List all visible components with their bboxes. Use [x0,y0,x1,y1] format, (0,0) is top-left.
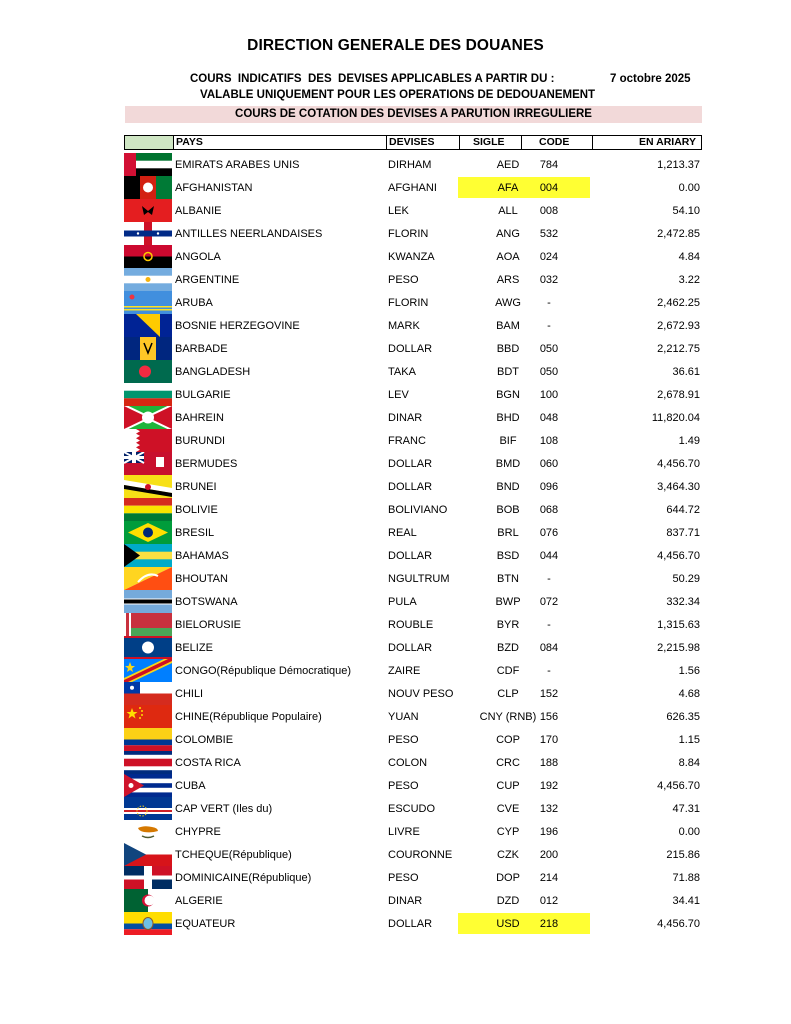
currency-name: PULA [388,596,417,608]
table-row [124,314,702,337]
aruba-flag-icon [124,291,172,314]
currency-symbol: CVE [496,803,520,815]
table-row [124,475,702,498]
china-flag-icon [124,705,172,728]
currency-name: DINAR [388,895,423,907]
currency-name: KWANZA [388,251,435,263]
country-name: BERMUDES [175,458,238,470]
currency-code: 024 [539,251,559,263]
cuba-flag-icon [124,774,172,797]
currency-symbol: BOB [496,504,520,516]
currency-symbol: ALL [498,205,518,217]
col-divider [459,136,460,149]
currency-symbol: BRL [497,527,519,539]
ariary-rate: 71.88 [672,872,700,884]
country-name: CUBA [175,780,206,792]
ariary-rate: 4,456.70 [657,550,700,562]
table-row [124,751,702,774]
currency-symbol: BGN [496,389,520,401]
currency-symbol: CUP [496,780,520,792]
colombia-flag-icon [124,728,172,751]
ariary-rate: 0.00 [678,826,700,838]
burundi-flag-icon [124,406,172,429]
currency-name: LEV [388,389,409,401]
ariary-rate: 36.61 [672,366,700,378]
cyprus-flag-icon [124,820,172,843]
table-row [124,291,702,314]
cape-verde-flag-icon [124,797,172,820]
belarus-flag-icon [124,613,172,636]
table-row [124,429,702,452]
col-pays: PAYS [176,136,203,148]
brunei-flag-icon [124,475,172,498]
currency-name: DOLLAR [388,343,433,355]
currency-symbol: BWP [495,596,521,608]
currency-code: 096 [539,481,559,493]
currency-code: 192 [539,780,559,792]
table-row [124,659,702,682]
currency-symbol: AFA [497,182,519,194]
country-name: COSTA RICA [175,757,241,769]
country-name: BHOUTAN [175,573,228,585]
currency-name: BOLIVIANO [388,504,448,516]
currency-name: DOLLAR [388,481,433,493]
country-name: AFGHANISTAN [175,182,253,194]
country-name: BELIZE [175,642,213,654]
table-row [124,452,702,475]
currency-symbol: BBD [496,343,520,355]
czech-flag-icon [124,843,172,866]
currency-code: 044 [539,550,559,562]
currency-code: - [547,619,551,631]
currency-code: 108 [539,435,559,447]
currency-code: 188 [539,757,559,769]
currency-symbol: AED [496,159,520,171]
table-row [124,498,702,521]
table-row [124,176,702,199]
col-divider [521,136,522,149]
country-name: CHILI [175,688,204,700]
ariary-rate: 0.00 [678,182,700,194]
currency-code: 060 [539,458,559,470]
currency-code: 196 [539,826,559,838]
currency-code: - [547,297,551,309]
ariary-rate: 3.22 [678,274,700,286]
table-row [124,521,702,544]
currency-code: 784 [539,159,559,171]
currency-code: 132 [539,803,559,815]
country-name: BOSNIE HERZEGOVINE [175,320,300,332]
country-name: BULGARIE [175,389,231,401]
country-name: BANGLADESH [175,366,251,378]
country-name: CAP VERT (Iles du) [175,803,273,815]
currency-code: 532 [539,228,559,240]
table-row [124,406,702,429]
bahamas-flag-icon [124,544,172,567]
ariary-rate: 8.84 [678,757,700,769]
country-name: CHYPRE [175,826,221,838]
country-name: BURUNDI [175,435,226,447]
table-row [124,199,702,222]
algeria-flag-icon [124,889,172,912]
currency-name: NGULTRUM [388,573,450,585]
currency-symbol: COP [496,734,520,746]
currency-name: FLORIN [388,228,429,240]
ariary-rate: 11,820.04 [651,412,700,424]
page-title: DIRECTION GENERALE DES DOUANES [247,37,544,54]
currency-symbol: BZD [497,642,519,654]
currency-symbol: BDT [497,366,519,378]
bhutan-flag-icon [124,567,172,590]
currency-symbol: CRC [496,757,520,769]
ariary-rate: 1.49 [678,435,700,447]
currency-name: MARK [388,320,420,332]
currency-symbol: BMD [495,458,521,470]
currency-symbol: DZD [496,895,520,907]
currency-name: ROUBLE [388,619,434,631]
currency-code: 084 [539,642,559,654]
ariary-rate: 1.15 [678,734,700,746]
currency-name: ESCUDO [388,803,436,815]
ariary-rate: 1,315.63 [657,619,700,631]
currency-symbol: BHD [496,412,520,424]
currency-name: PESO [388,274,419,286]
country-name: BAHAMAS [175,550,229,562]
table-row [124,797,702,820]
country-name: CONGO(République Démocratique) [175,665,352,677]
currency-code: 214 [539,872,559,884]
subtitle-validity: VALABLE UNIQUEMENT POUR LES OPERATIONS DE DEDOUANEMENT [200,89,596,101]
ariary-rate: 4,456.70 [657,918,700,930]
barbados-flag-icon [124,337,172,360]
currency-symbol: BTN [497,573,519,585]
currency-name: DINAR [388,412,423,424]
country-name: BAHREIN [175,412,224,424]
country-name: BRUNEI [175,481,217,493]
currency-symbol: CNY (RNB) [479,711,537,723]
afghanistan-flag-icon [124,176,172,199]
table-row [124,383,702,406]
currency-code: 050 [539,343,559,355]
currency-name: YUAN [388,711,419,723]
bolivia-flag-icon [124,498,172,521]
country-name: BRESIL [175,527,215,539]
country-name: CHINE(République Populaire) [175,711,322,723]
currency-symbol: CYP [496,826,520,838]
currency-name: DOLLAR [388,642,433,654]
table-row [124,820,702,843]
table-row [124,590,702,613]
currency-code: 008 [539,205,559,217]
currency-name: REAL [388,527,417,539]
currency-symbol: AWG [495,297,521,309]
table-header [124,135,702,150]
ariary-rate: 54.10 [672,205,700,217]
currency-symbol: BND [496,481,520,493]
table-row [124,613,702,636]
country-name: ARGENTINE [175,274,240,286]
country-name: EMIRATS ARABES UNIS [175,159,300,171]
currency-name: TAKA [388,366,416,378]
ariary-rate: 2,215.98 [657,642,700,654]
table-row [124,544,702,567]
currency-symbol: BAM [496,320,520,332]
country-name: BARBADE [175,343,228,355]
table-row [124,360,702,383]
angola-flag-icon [124,245,172,268]
ariary-rate: 4,456.70 [657,780,700,792]
ariary-rate: 2,672.93 [657,320,700,332]
subtitle-applicable: COURS INDICATIFS DES DEVISES APPLICABLES A PARTIR DU : [190,73,555,85]
country-name: COLOMBIE [175,734,234,746]
country-name: ANGOLA [175,251,221,263]
currency-code: 004 [539,182,559,194]
currency-name: PESO [388,780,419,792]
drc-flag-icon [124,659,172,682]
bulgaria-flag-icon [124,383,172,406]
table-row [124,866,702,889]
currency-name: AFGHANI [388,182,437,194]
bangladesh-flag-icon [124,360,172,383]
ecuador-flag-icon [124,912,172,935]
ariary-rate: 4,456.70 [657,458,700,470]
currency-name: COURONNE [388,849,453,861]
currency-code: - [547,665,551,677]
currency-code: 218 [539,918,559,930]
header-flag-cell [125,136,174,149]
country-name: ARUBA [175,297,213,309]
currency-name: DIRHAM [388,159,432,171]
table-row [124,222,702,245]
currency-symbol: DOP [496,872,520,884]
ariary-rate: 3,464.30 [657,481,700,493]
currency-code: - [547,320,551,332]
table-row [124,153,702,176]
currency-code: 152 [539,688,559,700]
ariary-rate: 1.56 [678,665,700,677]
uae-flag-icon [124,153,172,176]
country-name: ANTILLES NEERLANDAISES [175,228,323,240]
table-row [124,337,702,360]
country-name: BOTSWANA [175,596,238,608]
currency-name: COLON [388,757,428,769]
currency-name: LIVRE [388,826,420,838]
currency-symbol: CLP [497,688,519,700]
currency-name: PESO [388,872,419,884]
ariary-rate: 50.29 [672,573,700,585]
country-name: BOLIVIE [175,504,218,516]
country-name: BIELORUSIE [175,619,242,631]
currency-symbol: USD [496,918,520,930]
col-code: CODE [539,136,570,148]
ariary-rate: 4.84 [678,251,700,263]
currency-code: 156 [539,711,559,723]
col-devises: DEVISES [389,136,435,148]
col-sigle: SIGLE [473,136,505,148]
country-name: TCHEQUE(République) [175,849,292,861]
col-divider [386,136,387,149]
currency-symbol: BYR [496,619,520,631]
col-divider [592,136,593,149]
currency-code: 068 [539,504,559,516]
col-ariary: EN ARIARY [639,136,696,148]
country-name: DOMINICAINE(République) [175,872,312,884]
bermuda-flag-icon [124,452,172,475]
table-row [124,889,702,912]
brazil-flag-icon [124,521,172,544]
currency-code: 072 [539,596,559,608]
argentina-flag-icon [124,268,172,291]
currency-name: FRANC [388,435,426,447]
currency-symbol: CZK [497,849,519,861]
currency-name: PESO [388,734,419,746]
bahrain-flag-icon [124,429,172,452]
belize-flag-icon [124,636,172,659]
ariary-rate: 332.34 [666,596,700,608]
currency-symbol: BIF [499,435,517,447]
table-row [124,912,702,935]
ariary-rate: 644.72 [666,504,700,516]
ariary-rate: 2,472.85 [657,228,700,240]
country-name: EQUATEUR [175,918,236,930]
currency-code: 100 [539,389,559,401]
table-row [124,636,702,659]
currency-code: - [547,573,551,585]
netherlands-antilles-flag-icon [124,222,172,245]
currency-name: DOLLAR [388,918,433,930]
ariary-rate: 4.68 [678,688,700,700]
table-row [124,682,702,705]
albania-flag-icon [124,199,172,222]
ariary-rate: 34.41 [672,895,700,907]
table-row [124,843,702,866]
currency-symbol: ARS [496,274,520,286]
currency-name: FLORIN [388,297,429,309]
ariary-rate: 47.31 [672,803,700,815]
table-row [124,705,702,728]
table-row [124,268,702,291]
currency-code: 048 [539,412,559,424]
currency-name: DOLLAR [388,458,433,470]
currency-symbol: AOA [496,251,520,263]
table-row [124,774,702,797]
section-band: COURS DE COTATION DES DEVISES A PARUTION IRREGULIERE [125,106,702,123]
ariary-rate: 2,212.75 [657,343,700,355]
dominican-flag-icon [124,866,172,889]
currency-name: NOUV PESO [388,688,454,700]
ariary-rate: 2,462.25 [657,297,700,309]
currency-name: LEK [388,205,409,217]
currency-code: 076 [539,527,559,539]
currency-code: 012 [539,895,559,907]
ariary-rate: 1,213.37 [657,159,700,171]
rate-date: 7 octobre 2025 [610,73,691,85]
currency-name: ZAIRE [388,665,421,677]
table-row [124,245,702,268]
ariary-rate: 2,678.91 [657,389,700,401]
table-row [124,567,702,590]
currency-symbol: BSD [496,550,520,562]
bosnia-flag-icon [124,314,172,337]
ariary-rate: 626.35 [666,711,700,723]
currency-symbol: ANG [496,228,520,240]
currency-symbol: CDF [496,665,520,677]
currency-code: 170 [539,734,559,746]
currency-name: DOLLAR [388,550,433,562]
botswana-flag-icon [124,590,172,613]
table-row [124,728,702,751]
currency-code: 050 [539,366,559,378]
ariary-rate: 837.71 [666,527,700,539]
currency-code: 200 [539,849,559,861]
costa-rica-flag-icon [124,751,172,774]
currency-code: 032 [539,274,559,286]
country-name: ALBANIE [175,205,222,217]
chile-flag-icon [124,682,172,705]
country-name: ALGERIE [175,895,223,907]
ariary-rate: 215.86 [666,849,700,861]
